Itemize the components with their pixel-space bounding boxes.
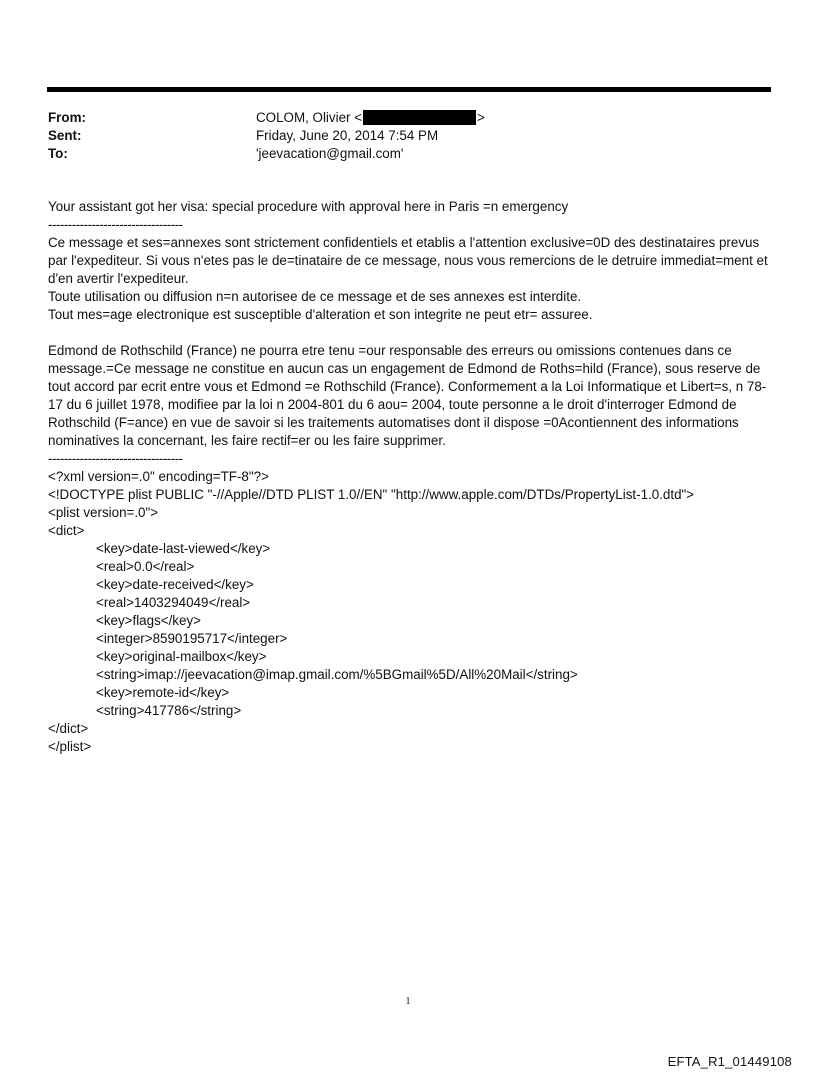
from-value: [256, 109, 485, 127]
xml-entry: <integer>8590195717</integer>: [96, 631, 288, 646]
separator-line: ----------------------------------: [48, 451, 183, 466]
xml-declaration: <?xml version=.0" encoding=TF-8"?>: [48, 469, 269, 484]
from-label: From:: [48, 110, 86, 125]
bates-number: EFTA_R1_01449108: [667, 1054, 792, 1069]
xml-dict-open: <dict>: [48, 523, 85, 538]
xml-entry: <string>imap://jeevacation@imap.gmail.com/%5BGmail%5D/All%20Mail</string>: [96, 667, 578, 682]
xml-doctype: <!DOCTYPE plist PUBLIC "-//Apple//DTD PLIST 1.0//EN" "http://www.apple.com/DTDs/PropertyList-1.0.dtd">: [48, 487, 695, 502]
xml-dict-close: </dict>: [48, 721, 89, 736]
header-rule: [47, 87, 771, 92]
sent-label: Sent:: [48, 128, 82, 143]
from-close-bracket: >: [477, 110, 485, 125]
disclaimer-line: Toute utilisation ou diffusion n=n autorisee de ce message et de ses annexes est interdite.: [48, 289, 582, 304]
xml-entry: <string>417786</string>: [96, 703, 242, 718]
disclaimer-paragraph: Ce message et ses=annexes sont strictement confidentiels et etablis a l'attention exclusive=0D des destinataires prevus par l'expediteur. Si vous n'etes pas le de=tinataire de ce message, nous vous remercions de le detruire immediat=ment et d'en avertir l'expediteur.: [48, 235, 768, 286]
xml-entry: <key>date-last-viewed</key>: [96, 541, 271, 556]
xml-entry: <key>original-mailbox</key>: [96, 649, 267, 664]
xml-plist-close: </plist>: [48, 739, 92, 754]
to-row: [48, 145, 768, 163]
page-number: 1: [405, 996, 411, 1007]
spacer: [48, 324, 770, 342]
email-header: [48, 109, 768, 163]
from-row: [48, 109, 768, 127]
xml-entry: <key>flags</key>: [96, 613, 201, 628]
message-text: Your assistant got her visa: special procedure with approval here in Paris =n emergency: [48, 199, 569, 214]
email-body: [48, 198, 770, 756]
to-value: 'jeevacation@gmail.com': [256, 146, 404, 161]
xml-entry: <real>1403294049</real>: [96, 595, 251, 610]
sent-row: [48, 127, 768, 145]
to-label: To:: [48, 146, 68, 161]
xml-entry: <key>date-received</key>: [96, 577, 254, 592]
disclaimer-line: Tout mes=age electronique est susceptible d'alteration et son integrite ne peut etr= assuree.: [48, 307, 593, 322]
xml-plist-open: <plist version=.0">: [48, 505, 159, 520]
separator-line: ----------------------------------: [48, 217, 183, 232]
from-name: COLOM, Olivier <: [256, 110, 363, 125]
xml-entry: <real>0.0</real>: [96, 559, 195, 574]
sent-value: Friday, June 20, 2014 7:54 PM: [256, 128, 439, 143]
legal-paragraph: Edmond de Rothschild (France) ne pourra etre tenu =our responsable des erreurs ou omissions contenues dans ce message.=Ce message ne constitue en aucun cas un engagement de Edmond de Roths=hild (France), sous reserve de tout accord par ecrit entre vous et Edmond =e Rothschild (France). Conformement a la Loi Informatique et Libert=s, n 78-17 du 6 juillet 1978, modifiee par la loi n 2004-801 du 6 aou= 2004, toute personne a le droit d'interroger Edmond de Rothschild (F=ance) en vue de savoir si les traitements automatises dont il dispose =0Acontiennent des informations nominatives la concernant, les faire rectif=er ou les faire supprimer.: [48, 343, 767, 448]
redaction-box: [363, 110, 476, 125]
xml-entry: <key>remote-id</key>: [96, 685, 230, 700]
